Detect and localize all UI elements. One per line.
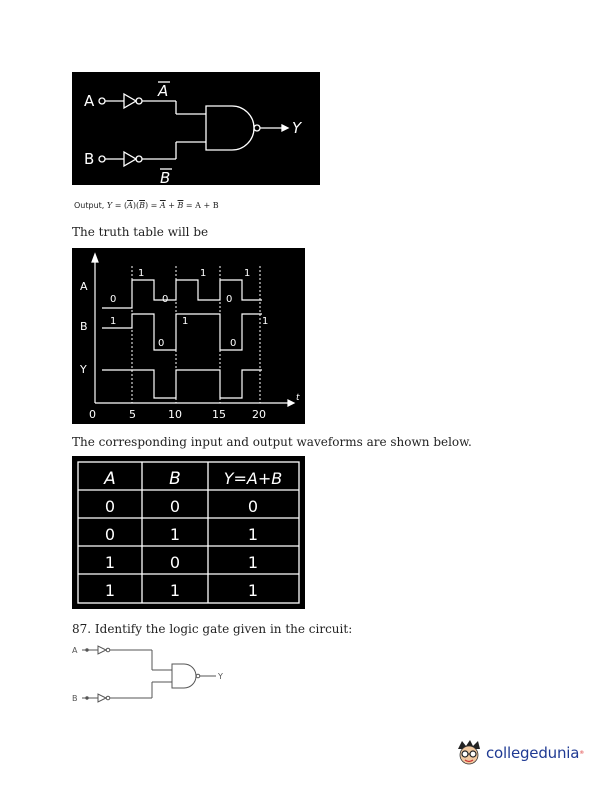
table-cell: 1 (104, 553, 116, 572)
b-level: 1 (182, 316, 189, 327)
header-a: A (104, 469, 116, 489)
formula-bbar: $\overline{B}$ (177, 201, 184, 210)
table-cell: 0 (169, 553, 181, 572)
table-cell: 0 (104, 497, 116, 516)
circuit-diagram (72, 72, 320, 185)
a-level: 1 (244, 268, 251, 279)
table-cell: 1 (104, 581, 116, 600)
not-b-label: B (160, 169, 171, 185)
waveform-a (102, 280, 262, 308)
axis-arrow-up (92, 254, 98, 262)
formula-a: $\overline{A}$ (127, 201, 133, 210)
input-b-label: B (84, 150, 95, 168)
signal-a-label: A (80, 280, 88, 293)
formula-abar: $\overline{A}$ (159, 201, 166, 210)
truth-table-figure (72, 456, 305, 609)
waveform-intro: The corresponding input and output waveforms are shown below. (72, 435, 472, 449)
time-tick: 20 (252, 408, 266, 421)
truth-table-intro: The truth table will be (72, 225, 209, 239)
waveform-figure (72, 248, 305, 424)
b-level: 0 (230, 338, 237, 349)
formula-part: )( (132, 201, 140, 210)
a-level: 0 (226, 294, 233, 305)
time-tick: 0 (89, 408, 96, 421)
table-cell: 1 (247, 553, 259, 572)
truth-table (72, 456, 305, 609)
output-formula (74, 201, 294, 210)
signal-b-label: B (80, 320, 88, 333)
b-level: 1 (262, 316, 269, 327)
table-cell: 1 (247, 525, 259, 544)
table-cell: 1 (169, 525, 181, 544)
brand-name: collegedunia (486, 744, 580, 762)
input-a-label: A (84, 92, 95, 110)
not-a-label: A (158, 82, 169, 100)
a-level: 0 (110, 294, 117, 305)
header-y: Y=A+B (223, 469, 283, 488)
circuit-figure-top (72, 72, 320, 185)
question-87: 87. Identify the logic gate given in the circuit: (72, 622, 353, 636)
question-circuit-diagram (72, 640, 242, 710)
table-cell: 0 (169, 497, 181, 516)
formula-part: = ( (112, 201, 128, 210)
brand-logo (455, 738, 584, 768)
a-level: 1 (138, 268, 145, 279)
brand-suffix: ® (579, 750, 585, 756)
waveform-y (102, 370, 262, 398)
a-level: 1 (200, 268, 207, 279)
formula-part: ) = (145, 201, 160, 210)
formula-part: = A + B (183, 201, 219, 210)
formula-y: Y (106, 201, 113, 210)
formula-part: + (165, 201, 178, 210)
question-circuit (72, 640, 242, 710)
a-level: 0 (162, 294, 169, 305)
time-tick: 15 (212, 408, 226, 421)
time-tick: 5 (129, 408, 136, 421)
table-cell: 1 (169, 581, 181, 600)
q-input-b-label: B (72, 694, 78, 703)
output-y-label: Y (292, 119, 302, 137)
table-cell: 0 (104, 525, 116, 544)
q-input-a-label: A (72, 646, 78, 655)
table-cell: 1 (247, 581, 259, 600)
signal-y-label: Y (80, 363, 87, 376)
waveform-diagram (72, 248, 305, 424)
mascot-icon (455, 739, 483, 767)
q-output-y-label: Y (218, 672, 223, 681)
formula-b: $\overline{B}$ (139, 201, 145, 210)
time-tick: 10 (168, 408, 182, 421)
b-level: 0 (158, 338, 165, 349)
time-axis-label: t (296, 393, 300, 403)
formula-label: Output, (74, 201, 107, 210)
header-b: B (169, 469, 181, 489)
b-level: 1 (110, 316, 117, 327)
table-cell: 0 (247, 497, 259, 516)
